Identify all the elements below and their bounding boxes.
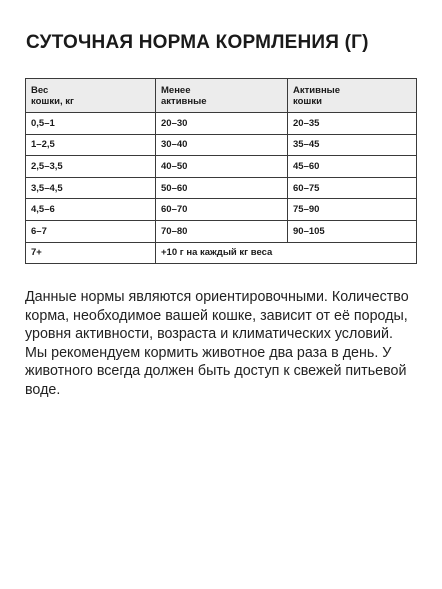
table-row: [26, 199, 417, 221]
cell-weight: 0,5–1: [26, 113, 156, 135]
table-row: [26, 177, 417, 199]
cell-less-active: 50–60: [156, 177, 288, 199]
cell-active: 35–45: [288, 134, 417, 156]
header-active: Активные кошки: [288, 79, 417, 113]
cell-less-active: 20–30: [156, 113, 288, 135]
cell-weight: 2,5–3,5: [26, 156, 156, 178]
cell-weight: 4,5–6: [26, 199, 156, 221]
cell-weight: 7+: [26, 242, 156, 264]
table-row-last: [26, 242, 417, 264]
cell-less-active: 40–50: [156, 156, 288, 178]
cell-weight: 3,5–4,5: [26, 177, 156, 199]
table-row: [26, 220, 417, 242]
cell-less-active: 60–70: [156, 199, 288, 221]
feeding-norms-table: [25, 78, 417, 264]
cell-active: 75–90: [288, 199, 417, 221]
cell-active: 60–75: [288, 177, 417, 199]
cell-less-active: 70–80: [156, 220, 288, 242]
description-text: [25, 288, 425, 400]
cell-active: 20–35: [288, 113, 417, 135]
table-row: [26, 134, 417, 156]
cell-active: 90–105: [288, 220, 417, 242]
description-paragraph-2: Мы рекомендуем кормить животное два раза в день. У животного всегда должен быть доступ к свежей питьевой воде.: [25, 344, 407, 398]
page-title: СУТОЧНАЯ НОРМА КОРМЛЕНИЯ (Г): [26, 32, 369, 53]
cell-weight: 1–2,5: [26, 134, 156, 156]
table-header-row: [26, 79, 417, 113]
cell-weight: 6–7: [26, 220, 156, 242]
cell-extra-note: +10 г на каждый кг веса: [156, 242, 417, 264]
header-weight: Вес кошки, кг: [26, 79, 156, 113]
table-row: [26, 156, 417, 178]
header-less-active: Менее активные: [156, 79, 288, 113]
cell-active: 45–60: [288, 156, 417, 178]
table-row: [26, 113, 417, 135]
description-paragraph-1: Данные нормы являются ориентировочными. Количество корма, необходимое вашей кошке, зависит от её породы, уровня активности, возраста и климатических условий.: [25, 289, 409, 343]
cell-less-active: 30–40: [156, 134, 288, 156]
